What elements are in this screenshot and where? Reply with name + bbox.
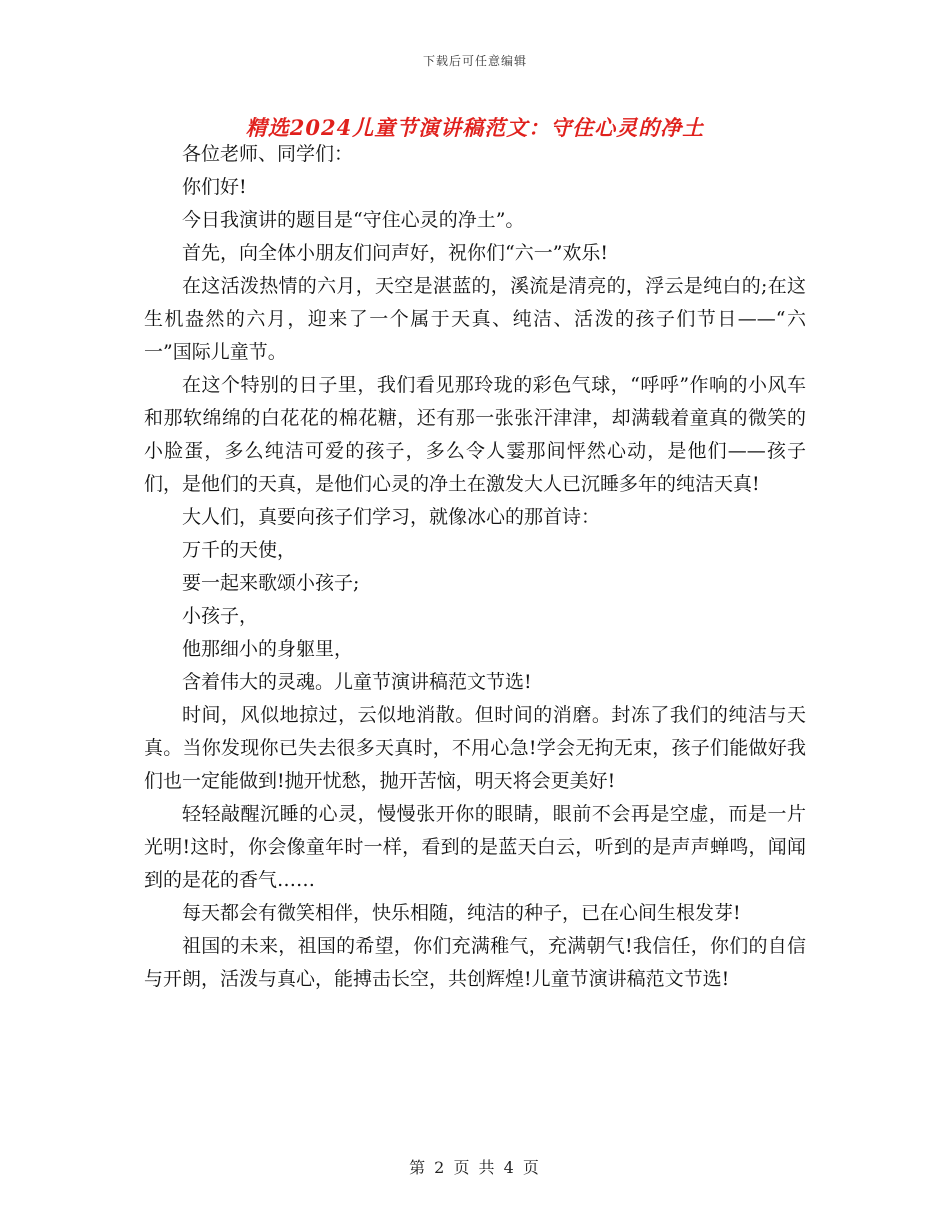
paragraph-time: 时间，风似地掠过，云似地消散。但时间的消磨。封冻了我们的纯洁与天真。当你发现你已失去很多天真时，不用心急!学会无拘无束，孩子们能做好我们也一定能做到!抛开忧愁，抛开苦恼，明天将会更美好! (144, 704, 806, 792)
paragraph-june: 在这活泼热情的六月，天空是湛蓝的，溪流是清亮的，浮云是纯白的;在这生机盎然的六月，迎来了一个属于天真、纯洁、活泼的孩子们节日——“六一”国际儿童节。 (144, 275, 806, 363)
paragraph-awaken: 轻轻敲醒沉睡的心灵，慢慢张开你的眼睛，眼前不会再是空虚，而是一片光明!这时，你会像童年时一样，看到的是蓝天白云，听到的是声声蝉鸣，闻闻到的是花的香气…… (144, 803, 806, 891)
verse-line: 万千的天使， (182, 539, 297, 561)
verse-line: 小孩子， (182, 605, 259, 627)
paragraph-wishes: 首先，向全体小朋友们问声好，祝你们“六一”欢乐! (182, 242, 609, 264)
paragraph-topic: 今日我演讲的题目是“守住心灵的净土”。 (182, 209, 525, 231)
page-number: 第 2 页 共 4 页 (409, 1158, 541, 1177)
document-body (144, 138, 806, 996)
document-title: 精选2024儿童节演讲稿范文：守住心灵的净土 (245, 115, 705, 140)
paragraph-greeting: 各位老师、同学们： (182, 143, 354, 165)
paragraph-learn: 大人们，真要向孩子们学习，就像冰心的那首诗： (182, 506, 601, 528)
paragraph-hello: 你们好! (182, 176, 247, 198)
paragraph-special-day: 在这个特别的日子里，我们看见那玲珑的彩色气球，“呼呼”作响的小风车和那软绵绵的白花花的棉花糖，还有那一张张汗津津，却满载着童真的微笑的小脸蛋，多么纯洁可爱的孩子，多么令人霎那间怦然心动，是他们——孩子们，是他们的天真，是他们心灵的净土在激发大人已沉睡多年的纯洁天真! (144, 374, 806, 495)
verse-line: 要一起来歌颂小孩子; (182, 572, 360, 594)
paragraph-future: 祖国的未来，祖国的希望，你们充满稚气，充满朝气!我信任，你们的自信与开朗，活泼与真心，能搏击长空，共创辉煌!儿童节演讲稿范文节选! (144, 935, 806, 990)
header-note: 下载后可任意编辑 (422, 54, 527, 68)
paragraph-smile: 每天都会有微笑相伴，快乐相随，纯洁的种子，已在心间生根发芽! (182, 902, 741, 924)
verse-line: 他那细小的身躯里， (182, 638, 354, 660)
verse-line: 含着伟大的灵魂。儿童节演讲稿范文节选! (182, 671, 532, 693)
